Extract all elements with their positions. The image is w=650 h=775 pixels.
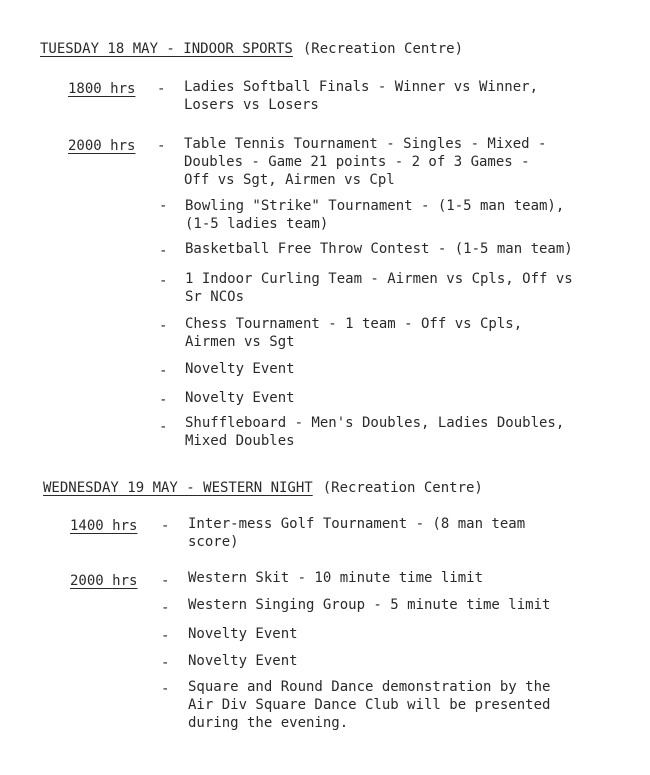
item-line: Chess Tournament - 1 team - Off vs Cpls,: [185, 316, 523, 332]
time-label: 2000 hrs: [68, 138, 136, 154]
item-line: Airmen vs Sgt: [185, 334, 295, 350]
item-line: Novelty Event: [185, 361, 295, 377]
item-line: Shuffleboard - Men's Doubles, Ladies Doubles,: [185, 415, 565, 431]
location-label: (Recreation Centre): [302, 41, 464, 57]
item-dash: -: [161, 628, 170, 644]
item-line: Basketball Free Throw Contest - (1-5 man team): [185, 241, 573, 257]
item-line: Western Singing Group - 5 minute time limit: [188, 597, 551, 613]
item-line: (1-5 ladies team): [185, 216, 329, 232]
day-title: WEDNESDAY 19 MAY - WESTERN NIGHT: [43, 480, 313, 496]
schedule-item: [185, 315, 522, 351]
item-line: Inter-mess Golf Tournament - (8 man team: [188, 516, 526, 532]
item-line: score): [188, 534, 239, 550]
item-line: Western Skit - 10 minute time limit: [188, 570, 484, 586]
schedule-item: [188, 652, 298, 670]
location-label: (Recreation Centre): [322, 480, 483, 496]
item-dash: -: [159, 243, 168, 259]
schedule-item: [185, 270, 573, 306]
item-dash: -: [161, 681, 170, 697]
schedule-item: [185, 360, 295, 378]
item-dash: -: [159, 273, 168, 289]
item-dash: -: [161, 573, 170, 589]
schedule-item: [188, 515, 525, 551]
schedule-item: [185, 197, 564, 233]
item-line: Air Div Square Dance Club will be presented: [188, 697, 551, 713]
item-dash: -: [157, 81, 166, 97]
item-dash: -: [161, 518, 170, 534]
item-line: 1 Indoor Curling Team - Airmen vs Cpls, Off vs: [185, 271, 573, 287]
schedule-item: [188, 625, 298, 643]
item-dash: -: [159, 363, 168, 379]
item-line: Novelty Event: [185, 390, 295, 406]
time-label: 2000 hrs: [70, 573, 138, 589]
time-label: 1400 hrs: [70, 518, 138, 534]
item-line: Bowling "Strike" Tournament - (1-5 man team),: [185, 198, 565, 214]
item-dash: -: [161, 655, 170, 671]
item-line: Table Tennis Tournament - Singles - Mixed -: [184, 136, 547, 152]
schedule-item: [185, 389, 295, 407]
day-title: TUESDAY 18 MAY - INDOOR SPORTS: [40, 41, 293, 57]
item-line: Doubles - Game 21 points - 2 of 3 Games -: [184, 154, 530, 170]
schedule-item: [184, 135, 546, 189]
item-line: Square and Round Dance demonstration by the: [188, 679, 551, 695]
schedule-item: [185, 414, 564, 450]
item-dash: -: [159, 392, 168, 408]
item-dash: -: [157, 138, 166, 154]
item-dash: -: [161, 600, 170, 616]
item-dash: -: [159, 198, 168, 214]
schedule-item: [188, 569, 483, 587]
section-heading-tuesday: [40, 40, 463, 58]
item-line: Losers vs Losers: [184, 97, 319, 113]
item-line: Novelty Event: [188, 653, 298, 669]
item-line: Off vs Sgt, Airmen vs Cpl: [184, 172, 395, 188]
item-line: Novelty Event: [188, 626, 298, 642]
time-label: 1800 hrs: [68, 81, 136, 97]
item-dash: -: [159, 318, 168, 334]
item-line: during the evening.: [188, 715, 349, 731]
section-heading-wednesday: [43, 479, 483, 497]
item-line: Ladies Softball Finals - Winner vs Winner,: [184, 79, 539, 95]
schedule-item: [185, 240, 573, 258]
schedule-item: [184, 78, 538, 114]
schedule-item: [188, 678, 550, 732]
item-line: Mixed Doubles: [185, 433, 295, 449]
schedule-item: [188, 596, 550, 614]
item-dash: -: [159, 419, 168, 435]
item-line: Sr NCOs: [185, 289, 245, 305]
